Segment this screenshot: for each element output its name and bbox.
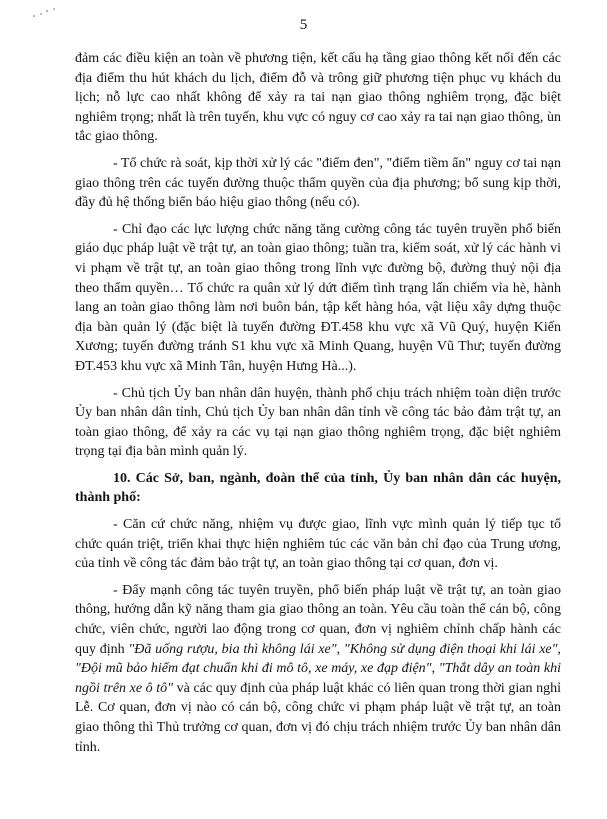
- paragraph-implementation: - Căn cứ chức năng, nhiệm vụ được giao, lĩnh vực mình quản lý tiếp tục tổ chức quán triệt, triển khai thực hiện nghiêm túc các văn bản chỉ đạo của Trung ương, của tỉnh về công tác đảm bảo trật tự, an toàn giao thông tại cơ quan, đơn vị.: [75, 517, 561, 572]
- paragraph-enforcement: - Chỉ đạo các lực lượng chức năng tăng cường công tác tuyên truyền phổ biến giáo dục pháp luật về trật tự, an toàn giao thông; tuần tra, kiểm soát, xử lý các hành vi vi phạm về trật tự, an toàn giao thông trong lĩnh vực đường bộ, đường thuỷ nội địa theo thẩm quyền… Tổ chức ra quân xử lý dứt điểm tình trạng lấn chiếm vỉa hè, hành lang an toàn giao thông làm nơi buôn bán, tập kết hàng hóa, vật liệu xây dựng thuộc địa bàn quản lý (đặc biệt là tuyến đường ĐT.458 khu vực xã Vũ Quý, huyện Kiến Xương; tuyến đường tránh S1 khu vực xã Minh Quang, huyện Vũ Thư; tuyến đường ĐT.453 khu vực xã Minh Tân, huyện Hưng Hà...).: [75, 221, 561, 374]
- page-number: 5: [299, 17, 308, 33]
- paragraph-propaganda: [75, 581, 561, 757]
- separator: ,: [336, 641, 344, 657]
- quote-no-drink-driving: "Đã uống rượu, bia thì không lái xe": [128, 641, 337, 657]
- propaganda-text-part2: và các quy định của pháp luật khác có liên quan trong thời gian nghỉ Lễ. Cơ quan, đơn vị nào có cán bộ, công chức vi phạm pháp luật về trật tự, an toàn giao thông thì Thủ trưởng cơ quan, đơn vị đó chịu trách nhiệm trước Ủy ban nhân dân tỉnh.: [75, 680, 561, 755]
- propaganda-text-part1: - Đẩy mạnh công tác tuyên truyền, phổ biến pháp luật về trật tự, an toàn giao thông, hướng dẫn kỹ năng tham gia giao thông an toàn. Yêu cầu toàn thể cán bộ, công chức, viên chức, người lao động trong cơ quan, đơn vị nghiêm chỉnh chấp hành các quy định: [75, 582, 561, 657]
- document-body: [75, 49, 561, 764]
- section-heading-10: 10. Các Sở, ban, ngành, đoàn thể của tỉnh, Ủy ban nhân dân các huyện, thành phố:: [75, 470, 561, 506]
- quote-seatbelt: "Thắt dây an toàn khi ngồi trên xe ô tô": [75, 661, 561, 696]
- paragraph-blackspot-review: - Tổ chức rà soát, kịp thời xử lý các "điểm đen", "điểm tiềm ẩn" nguy cơ tai nạn giao thông trên các tuyến đường thuộc thẩm quyền của địa phương; bổ sung kịp thời, đầy đủ hệ thống biển báo hiệu giao thông (nếu có).: [75, 155, 561, 211]
- separator: ,: [557, 641, 562, 657]
- paragraph-chairman-responsibility: - Chủ tịch Ủy ban nhân dân huyện, thành phố chịu trách nhiệm toàn diện trước Ủy ban nhân dân tỉnh, Chủ tịch Ủy ban nhân dân tỉnh về công tác bảo đảm trật tự, an toàn giao thông, để xảy ra các vụ tại nạn giao thông nghiêm trọng, đặc biệt nghiêm trọng tại địa bàn mình quản lý.: [75, 385, 561, 460]
- quote-no-phone-driving: "Không sử dụng điện thoại khi lái xe": [343, 641, 558, 657]
- separator: ,: [431, 661, 439, 677]
- paragraph-continuation: đảm các điều kiện an toàn về phương tiện, kết cấu hạ tầng giao thông kết nối đến các địa điểm thu hút khách du lịch, điểm đỗ và trông giữ phương tiện phục vụ khách du lịch; nỗ lực cao nhất không để xảy ra tai nạn giao thông nghiêm trọng, đặc biệt nghiêm trọng; nhất là trên tuyến, khu vực có nguy cơ cao xảy ra tai nạn giao thông, ùn tắc giao thông.: [75, 51, 561, 145]
- quote-helmet: "Đội mũ bảo hiểm đạt chuẩn khi đi mô tô, xe máy, xe đạp điện": [75, 661, 432, 677]
